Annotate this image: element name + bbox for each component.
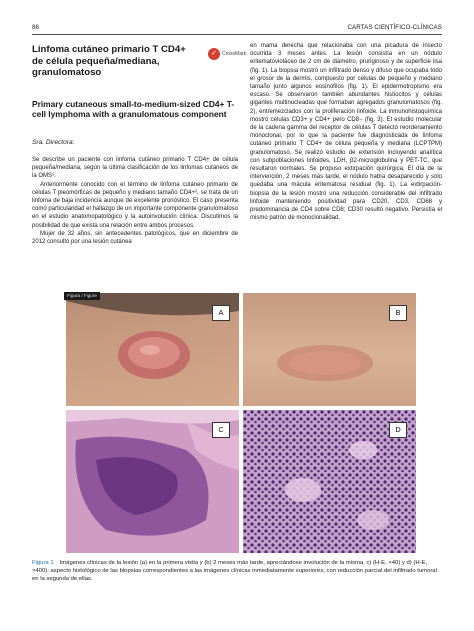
crossmark-label: CrossMark (222, 51, 247, 57)
header-rule (32, 34, 442, 35)
panel-label: A (212, 305, 230, 321)
panel-label: B (389, 305, 407, 321)
page-number: 86 (32, 24, 40, 31)
paragraph: Mujer de 32 años, sin antecedentes patológicos, que en diciembre de 2012 consultó por una lesión cutánea (32, 230, 238, 246)
figure-caption-text: Imágenes clínicas de la lesión (a) en la primera visita y (b) 2 meses más tarde, apreciándose involución de la misma. c) (H-E, ×40) y d) (H-E, ×400): aspecto histológico de las biopsias correspondientes a las imágenes clínicas inmediatamente superiores, con reducción parcial del infiltrado tumoral en la segunda de ellas. (32, 560, 437, 582)
crossmark-badge[interactable] (208, 48, 252, 62)
figure-tag: Figura / Figure (64, 292, 100, 300)
salutation: Sra. Directora: (32, 139, 75, 146)
panel-label: C (212, 422, 230, 438)
figure-caption-label: Figura 1 (32, 560, 54, 566)
figure-panel-c-histology (66, 410, 239, 553)
paragraph: Se describe un paciente con linfoma cutáneo primario T CD4+ de célula pequeña/mediana, según la última clasificación de los linfomas cutáneos de la OMS¹. (32, 157, 238, 180)
article-title-en: Primary cutaneous small-to-medium-sized CD4+ T-cell lymphoma with a granulomatous component (32, 99, 235, 120)
running-header: CARTAS CIENTÍFICO-CLÍNICAS (347, 24, 442, 31)
figure-panel-b-clinical-photo (243, 293, 416, 406)
panel-label: D (389, 422, 407, 438)
paragraph: Anteriormente conocido con el término de linfoma cutáneo primario de células T pleomórficas de pequeño y mediano tamaño CD4+², se trata de un linfoma de baja incidencia aunque de excelente pronóstico. El caso presenta como particularidad el hallazgo de un importante componente granulomatoso en el estudio anatomopatológico y la autoinvolución clínica. Discutimos la posibilidad de que exista una relación entre ambos procesos. (32, 181, 238, 229)
body-right-column (250, 42, 442, 222)
figure-panel-d-histology (243, 410, 416, 553)
figure-caption (32, 560, 442, 583)
figure-panel-a-clinical-photo (66, 293, 239, 406)
article-title-es: Linfoma cutáneo primario T CD4+ de célula pequeña/mediana, granulomatoso (32, 44, 186, 79)
body-left-column (32, 156, 238, 246)
crossmark-icon: ✓ (208, 48, 220, 60)
paragraph: en mama derecha que relacionaba con una picadura de insecto ocurrida 3 meses antes. La lesión consistía en un nódulo eritematovioláceo de 2 cm de diámetro, pruriginoso y de superficie lisa (fig. 1). La biopsia mostró un infiltrado denso y difuso que ocupaba todo el grosor de la dermis, compuesto por células de pequeño y mediano tamaño junto algunos eosinófilos (fig. 1). El epidermotropismo era escaso. Se observaron también abundantes histiocitos y células gigantes multinucleadas que formaban agregados granulomatosos (fig. 2), entremezclados con la proliferación linfoide. La inmunohistoquímica mostró células CD3+ y CD4+ pero CD8− (fig. 3). El estudio molecular de la cadena gamma del receptor de células T detectó reordenamiento monoclonal, por lo que la paciente fue diagnosticada de linfoma cutáneo primario T CD4+ de célula pequeña y mediana (LCPTPM) granulomatoso. Se realizó estudio de extensión incluyendo analítica con subpoblaciones linfoides, LDH, β2-microglobulina y PET-TC, que resultaron normales. Se propuso extirpación quirúrgica. El día de la intervención, 2 meses más tarde, el nódulo había desaparecido y solo quedaba una mácula eritematosa residual (fig. 1). La extirpación-biopsia de la lesión mostró una reducción considerable del infiltrado linfoide manteniendo positividad para CD20, CD3, CD68 y predominancia de CD4 sobre CD8; CD30 resultó negativo. Persistía el mismo patrón de monoclonalidad. (250, 43, 442, 222)
